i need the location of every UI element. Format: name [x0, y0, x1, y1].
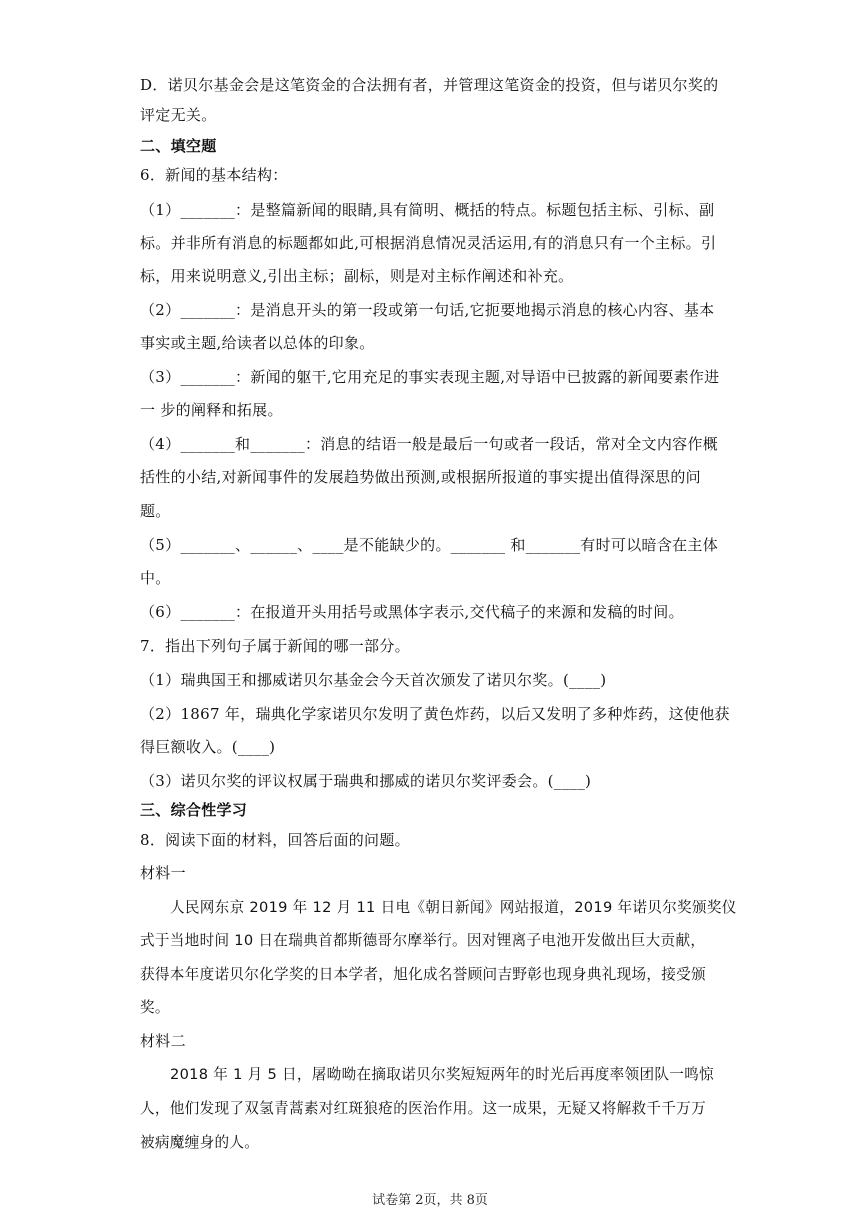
q7-item3: （3）诺贝尔奖的评议权属于瑞典和挪威的诺贝尔奖评委会。(____) — [140, 772, 592, 790]
section-heading-fill-blank: 二、填空题 — [140, 137, 217, 155]
page-footer: 试卷第 2页，共 8页 — [372, 1193, 488, 1208]
material-2-line3: 被病魔缠身的人。 — [140, 1134, 260, 1151]
q6-item1-line3: 标，用来说明意义,引出主标；副标，则是对主标作阐述和补充。 — [140, 267, 574, 285]
option-d-line1: D．诺贝尔基金会是这笔资金的合法拥有者，并管理这笔资金的投资，但与诺贝尔奖的 — [140, 76, 719, 94]
question-8-title: 8．阅读下面的材料，回答后面的问题。 — [140, 831, 410, 849]
option-d-line2: 评定无关。 — [140, 106, 217, 124]
q6-item2-line2: 事实或主题,给读者以总体的印象。 — [140, 334, 375, 352]
q7-item1: （1）瑞典国王和挪威诺贝尔基金会今天首次颁发了诺贝尔奖。(____) — [140, 671, 607, 689]
q6-item4-line1: （4）_______和_______：消息的结语一般是最后一句或者一段话，常对全文内容作概 — [140, 435, 719, 453]
q7-item2-line1: （2）1867 年，瑞典化学家诺贝尔发明了黄色炸药，以后又发明了多种炸药，这使他获 — [140, 705, 730, 723]
q6-item6-line1: （6）_______：在报道开头用括号或黑体字表示,交代稿子的来源和发稿的时间。 — [140, 603, 684, 621]
question-7-title: 7．指出下列句子属于新闻的哪一部分。 — [140, 637, 410, 655]
q6-item5-line1: （5）_______、______、____是不能缺少的。_______ 和_______有时可以暗含在主体 — [140, 536, 719, 554]
material-1-line3: 获得本年度诺贝尔化学奖的日本学者，旭化成名誉顾问吉野彰也现身典礼现场，接受颁 — [140, 966, 706, 983]
q6-item5-line2: 中。 — [140, 569, 171, 587]
q6-item3-line1: （3）_______：新闻的躯干,它用充足的事实表现主题,对导语中已披露的新闻要素作进 — [140, 368, 720, 386]
q6-item4-line3: 题。 — [140, 502, 171, 520]
q6-item1-line1: （1）_______：是整篇新闻的眼睛,具有简明、概括的特点。标题包括主标、引标、副 — [140, 201, 715, 219]
material-1-line4: 奖。 — [140, 999, 170, 1016]
q6-item4-line2: 括性的小结,对新闻事件的发展趋势做出预测,或根据所报道的事实提出值得深思的问 — [140, 468, 701, 486]
q6-item3-line2: 一 步的阐释和拓展。 — [140, 401, 283, 419]
material-2-line1: 2018 年 1 月 5 日，屠呦呦在摘取诺贝尔奖短短两年的时光后再度率领团队一鸣惊 — [170, 1066, 714, 1083]
q7-item2-line2: 得巨额收入。(____) — [140, 738, 276, 756]
section-heading-comprehensive: 三、综合性学习 — [140, 801, 248, 819]
material-2-line2: 人，他们发现了双氢青蒿素对红斑狼疮的医治作用。这一成果，无疑又将解救千千万万 — [140, 1100, 706, 1117]
material-1-line1: 人民网东京 2019 年 12 月 11 日电《朝日新闻》网站报道，2019 年诺贝尔奖颁奖仪 — [170, 899, 737, 916]
material-1-line2: 式于当地时间 10 日在瑞典首都斯德哥尔摩举行。因对锂离子电池开发做出巨大贡献， — [140, 932, 706, 949]
material-2-label: 材料二 — [140, 1032, 186, 1050]
q6-item2-line1: （2）_______：是消息开头的第一段或第一句话,它扼要地揭示消息的核心内容、基本 — [140, 301, 715, 319]
q6-item1-line2: 标。并非所有消息的标题都如此,可根据消息情况灵活运用,有的消息只有一个主标。引 — [140, 234, 717, 252]
question-6-title: 6．新闻的基本结构： — [140, 166, 288, 184]
material-1-label: 材料一 — [140, 864, 186, 882]
